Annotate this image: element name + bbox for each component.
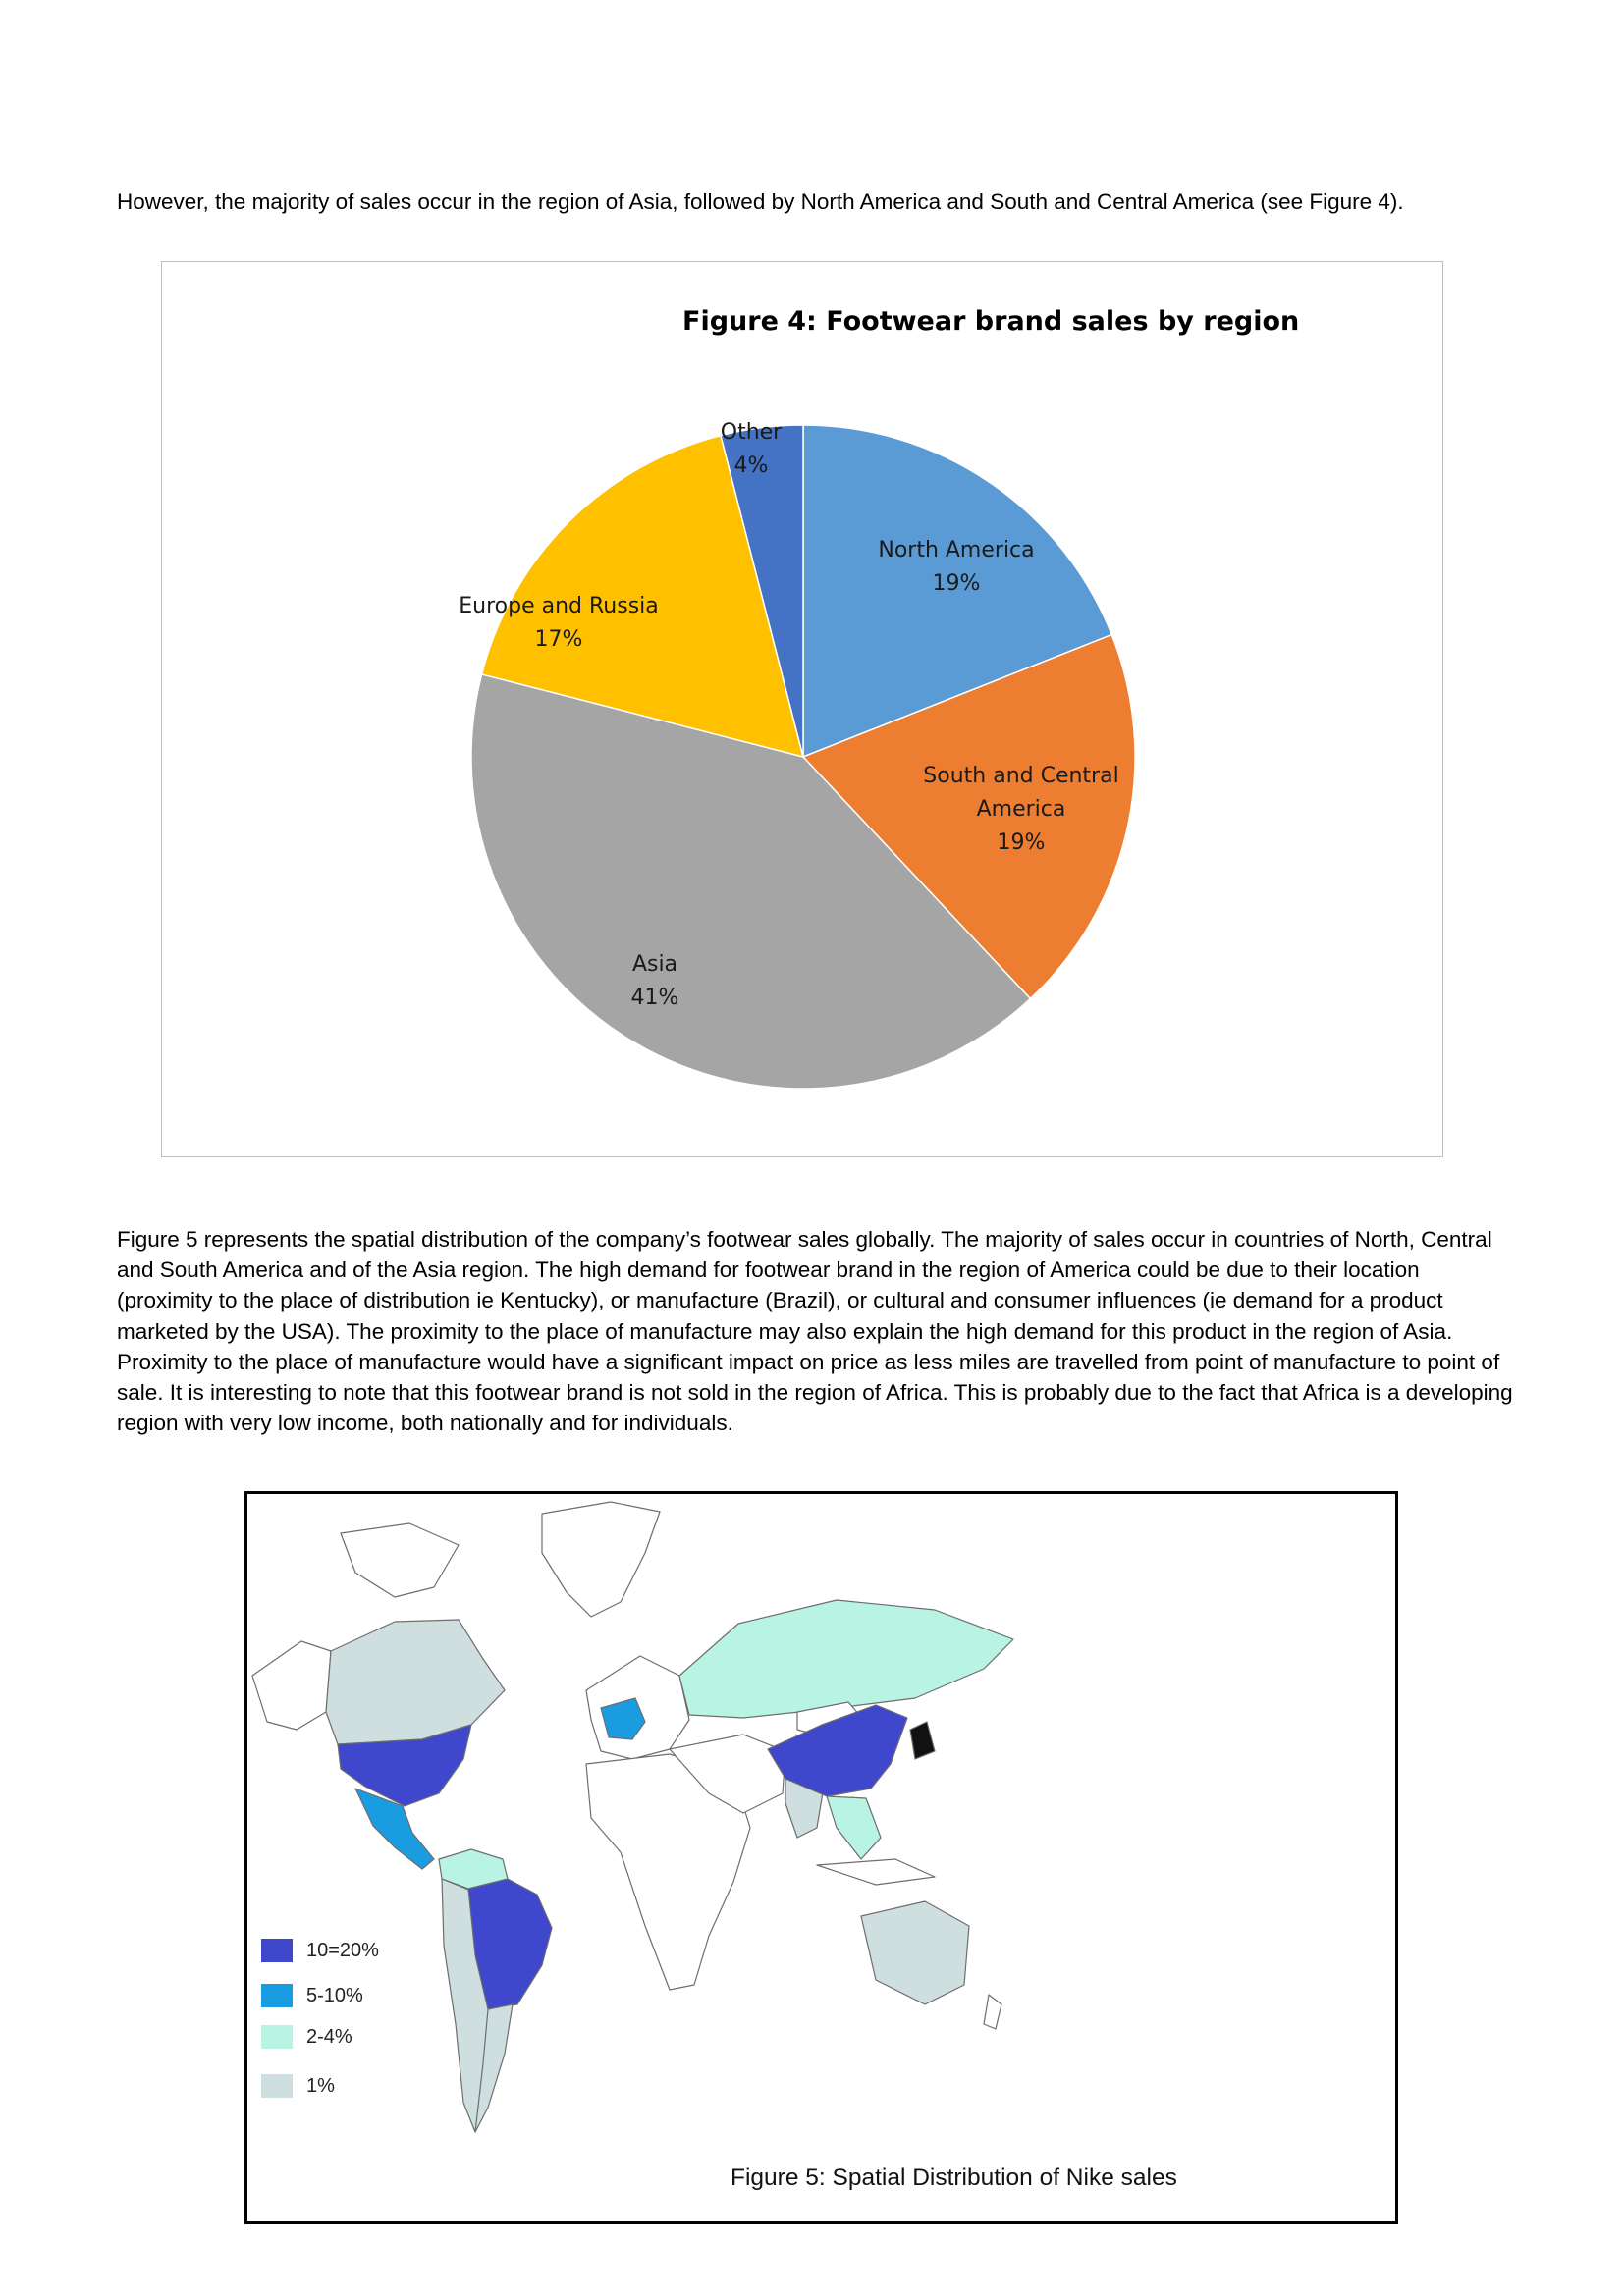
map-caption: Figure 5: Spatial Distribution of Nike sales [731,2164,1177,2191]
legend-label-10-20: 10=20% [306,1939,379,1961]
greenland-region [542,1502,660,1617]
legend-swatch-10-20 [261,1939,293,1962]
chart-title: Figure 4: Footwear brand sales by region [682,306,1300,337]
pie-chart [162,262,1444,1158]
pie-label-europe-and-russia: Europe and Russia 17% [459,594,659,652]
intro-paragraph: However, the majority of sales occur in the region of Asia, followed by North America and South and Central America (see Figure 4). [117,189,1404,214]
australia-region [861,1901,969,2004]
world-map [247,1494,1398,2224]
legend-item-5-10 [261,1983,363,2008]
legend-swatch-1 [261,2074,293,2098]
legend-label-2-4: 2-4% [306,2025,352,2048]
legend-label-1: 1% [306,2074,335,2097]
pie-label-north-america: North America 19% [878,538,1035,596]
pie-label-other: Other 4% [720,420,783,478]
japan-region [910,1722,935,1759]
legend-label-5-10: 5-10% [306,1984,363,2006]
pie-label-asia: Asia 41% [630,952,679,1010]
new-zealand-region [984,1995,1001,2029]
legend-swatch-5-10 [261,1984,293,2007]
world-map-figure [244,1491,1398,2224]
legend-item-10-20 [261,1938,379,1963]
arctic-islands-region [341,1523,459,1597]
russia-region [679,1600,1013,1718]
body-paragraph: Figure 5 represents the spatial distribution of the company’s footwear sales globally. The majority of sales occur in countries of North, Central and South America and of the Asia region. The high demand for footwear brand in the region of America could be due to their location (proximity to the place of distribution ie Kentucky), or manufacture (Brazil), or cultural and consumer influences (ie demand for a product marketed by the USA). The proximity to the place of manufacture may also explain the high demand for this product in the region of Asia. Proximity to the place of manufacture would have a significant impact on price as less miles are travelled from point of manufacture to point of sale. It is interesting to note that this footwear brand is not sold in the region of Africa. This is probably due to the fact that Africa is a developing region with very low income, both nationally and for individuals. [117,1227,1513,1436]
alaska-region [252,1641,331,1730]
southeast-asia-region [827,1796,881,1859]
legend-item-2-4 [261,2024,352,2050]
canada-region [326,1620,505,1744]
pie-chart-frame [161,261,1443,1157]
pie-label-south-and-central-america: South and Central America 19% [923,764,1119,855]
indonesia-region [817,1859,935,1885]
legend-item-1 [261,2073,335,2099]
legend-swatch-2-4 [261,2025,293,2049]
